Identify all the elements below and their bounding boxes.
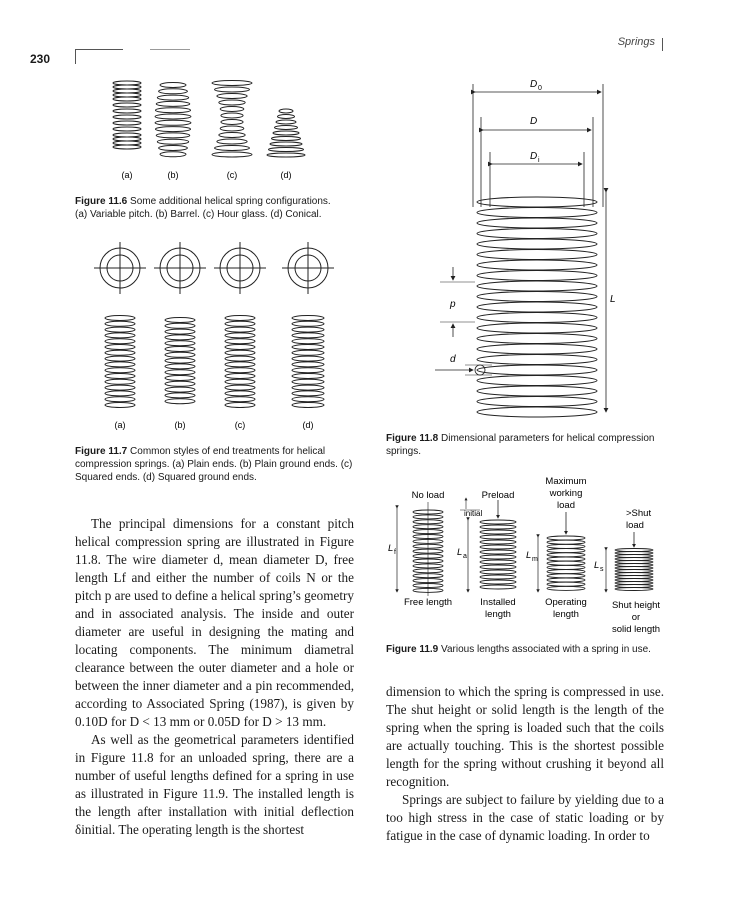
spring-squared-ends (225, 316, 255, 408)
fig9-Lf: L (388, 543, 394, 554)
figure-11-6-caption (75, 195, 375, 221)
spring-installed (480, 520, 516, 589)
fig7-caption-text: Common styles of end treatments for helical compression springs. (a) Plain ends. (b) Plain ground ends. (c) Squared ends. (d) Squared ground ends. (75, 446, 353, 483)
fig9-initial: initial (464, 509, 483, 518)
fig9-shut-line2: load (626, 520, 644, 531)
fig9-preload: Preload (481, 490, 515, 501)
figure-11-8 (420, 72, 650, 432)
body-right-paragraph-2: Springs are subject to failure by yielding due to a too high stress in the case of static loading or by fatigue in the case of dynamic loading. In order to (386, 792, 664, 843)
fig6-label-a: (a) (121, 170, 133, 180)
fig9-Lm-sub: m (532, 556, 538, 563)
end-view-circles (94, 242, 334, 294)
helical-spring (477, 197, 597, 417)
spring-plain-ground-ends (165, 318, 195, 404)
chapter-rule (662, 38, 663, 51)
fig9-free-length: Free length (403, 597, 453, 608)
dim-D-label: D (530, 116, 538, 127)
fig9-shut-height-1: Shut height (611, 600, 661, 611)
fig9-shut-height-3: solid length (611, 624, 661, 635)
fig9-installed-2: length (485, 609, 511, 620)
dim-Di-subscript: i (538, 157, 540, 164)
fig9-no-load: No load (411, 490, 445, 501)
fig7-label-b: (b) (174, 420, 186, 430)
fig6-caption-label: Figure 11.6 (75, 196, 128, 207)
fig9-Ls-sub: s (600, 566, 604, 573)
fig6-label-c: (c) (226, 170, 238, 180)
spring-hour-glass (212, 81, 252, 158)
figure-11-7 (90, 238, 350, 438)
fig7-label-d: (d) (302, 420, 314, 430)
spring-squared-ground-ends (292, 316, 324, 408)
fig9-Lm: L (526, 550, 532, 561)
fig9-operating-1: Operating (545, 597, 587, 608)
page-number: 230 (30, 52, 51, 66)
figure-11-9-caption (386, 643, 656, 656)
fig9-operating-2: length (553, 609, 579, 620)
body-left-paragraph-2: As well as the geometrical parameters identified in Figure 11.8 for an unloaded spring, there are a number of useful lengths defined for a spring in use as illustrated in Figure 11.9. The installed length is the length after installation with initial deflection δinitial. The operating length is the shortest (75, 732, 354, 837)
fig9-Ls: L (594, 560, 600, 571)
fig9-La-sub: a (463, 553, 467, 560)
fig9-max-line1: Maximum (545, 476, 587, 487)
dim-Di-label: D (530, 151, 538, 162)
body-column-left (75, 515, 354, 839)
body-right-paragraph-1: dimension to which the spring is compressed in use. The shut height or solid length is the length of the spring when the spring is loaded such that the coils are actually touching. This is the shortest possible length for the spring without crushing it beyond all recognition. (386, 684, 664, 789)
fig9-caption-text: Various lengths associated with a spring in use. (441, 644, 651, 655)
dim-L-label: L (610, 294, 616, 305)
fig9-max-line3: load (557, 500, 575, 511)
dim-d-label: d (450, 354, 456, 365)
fig7-label-a: (a) (114, 420, 126, 430)
spring-solid (615, 549, 653, 591)
fig9-installed-1: Installed (480, 597, 516, 608)
header-rule-secondary (150, 49, 190, 50)
spring-variable-pitch (113, 81, 141, 149)
fig8-caption-text: Dimensional parameters for helical compression springs. (386, 433, 655, 457)
figure-11-8-caption (386, 432, 656, 458)
fig6-label-b: (b) (167, 170, 179, 180)
figure-11-7-caption (75, 445, 360, 484)
fig9-shut-line1: >Shut (626, 508, 652, 519)
spring-conical (267, 109, 305, 157)
spring-barrel (155, 83, 191, 157)
figure-11-6 (95, 75, 335, 185)
fig9-La: L (457, 547, 463, 558)
figure-11-9 (386, 472, 676, 637)
fig7-caption-label: Figure 11.7 (75, 446, 128, 457)
body-left-paragraph-1: The principal dimensions for a constant pitch helical compression spring are illustrated in Figure 11.8. The wire diameter d, mean diameter D, free length Lf and either the number of coils N or the pitch p are used to define a helical spring’s geometry and in associated analysis. The inside and outer diameter are useful in designing the mating and locating components. The minimum diametral clearance between the outer diameter and a hole or between the inner diameter and a pin recommended, according to Associated Spring (1987), is given by 0.10D for D < 13 mm or 0.05D for D > 13 mm. (75, 516, 354, 729)
fig9-Lf-sub: f (394, 549, 396, 556)
spring-plain-ends (105, 316, 135, 408)
fig9-max-line2: working (549, 488, 583, 499)
fig9-shut-height-2: or (631, 612, 641, 623)
spring-operating (547, 536, 585, 590)
header-rule (75, 49, 123, 50)
dim-D0-subscript: 0 (538, 85, 542, 92)
dim-D0-label: D (530, 79, 538, 90)
fig9-caption-label: Figure 11.9 (386, 644, 439, 655)
chapter-title: Springs (617, 36, 655, 48)
body-column-right (386, 683, 664, 845)
fig6-caption-title: Some additional helical spring configurations. (130, 196, 331, 207)
fig8-caption-label: Figure 11.8 (386, 433, 439, 444)
fig6-label-d: (d) (280, 170, 292, 180)
header-rule-tick (75, 49, 76, 64)
dim-p-label: p (450, 299, 456, 310)
fig7-label-c: (c) (234, 420, 246, 430)
fig6-caption-detail: (a) Variable pitch. (b) Barrel. (c) Hour glass. (d) Conical. (75, 209, 322, 220)
